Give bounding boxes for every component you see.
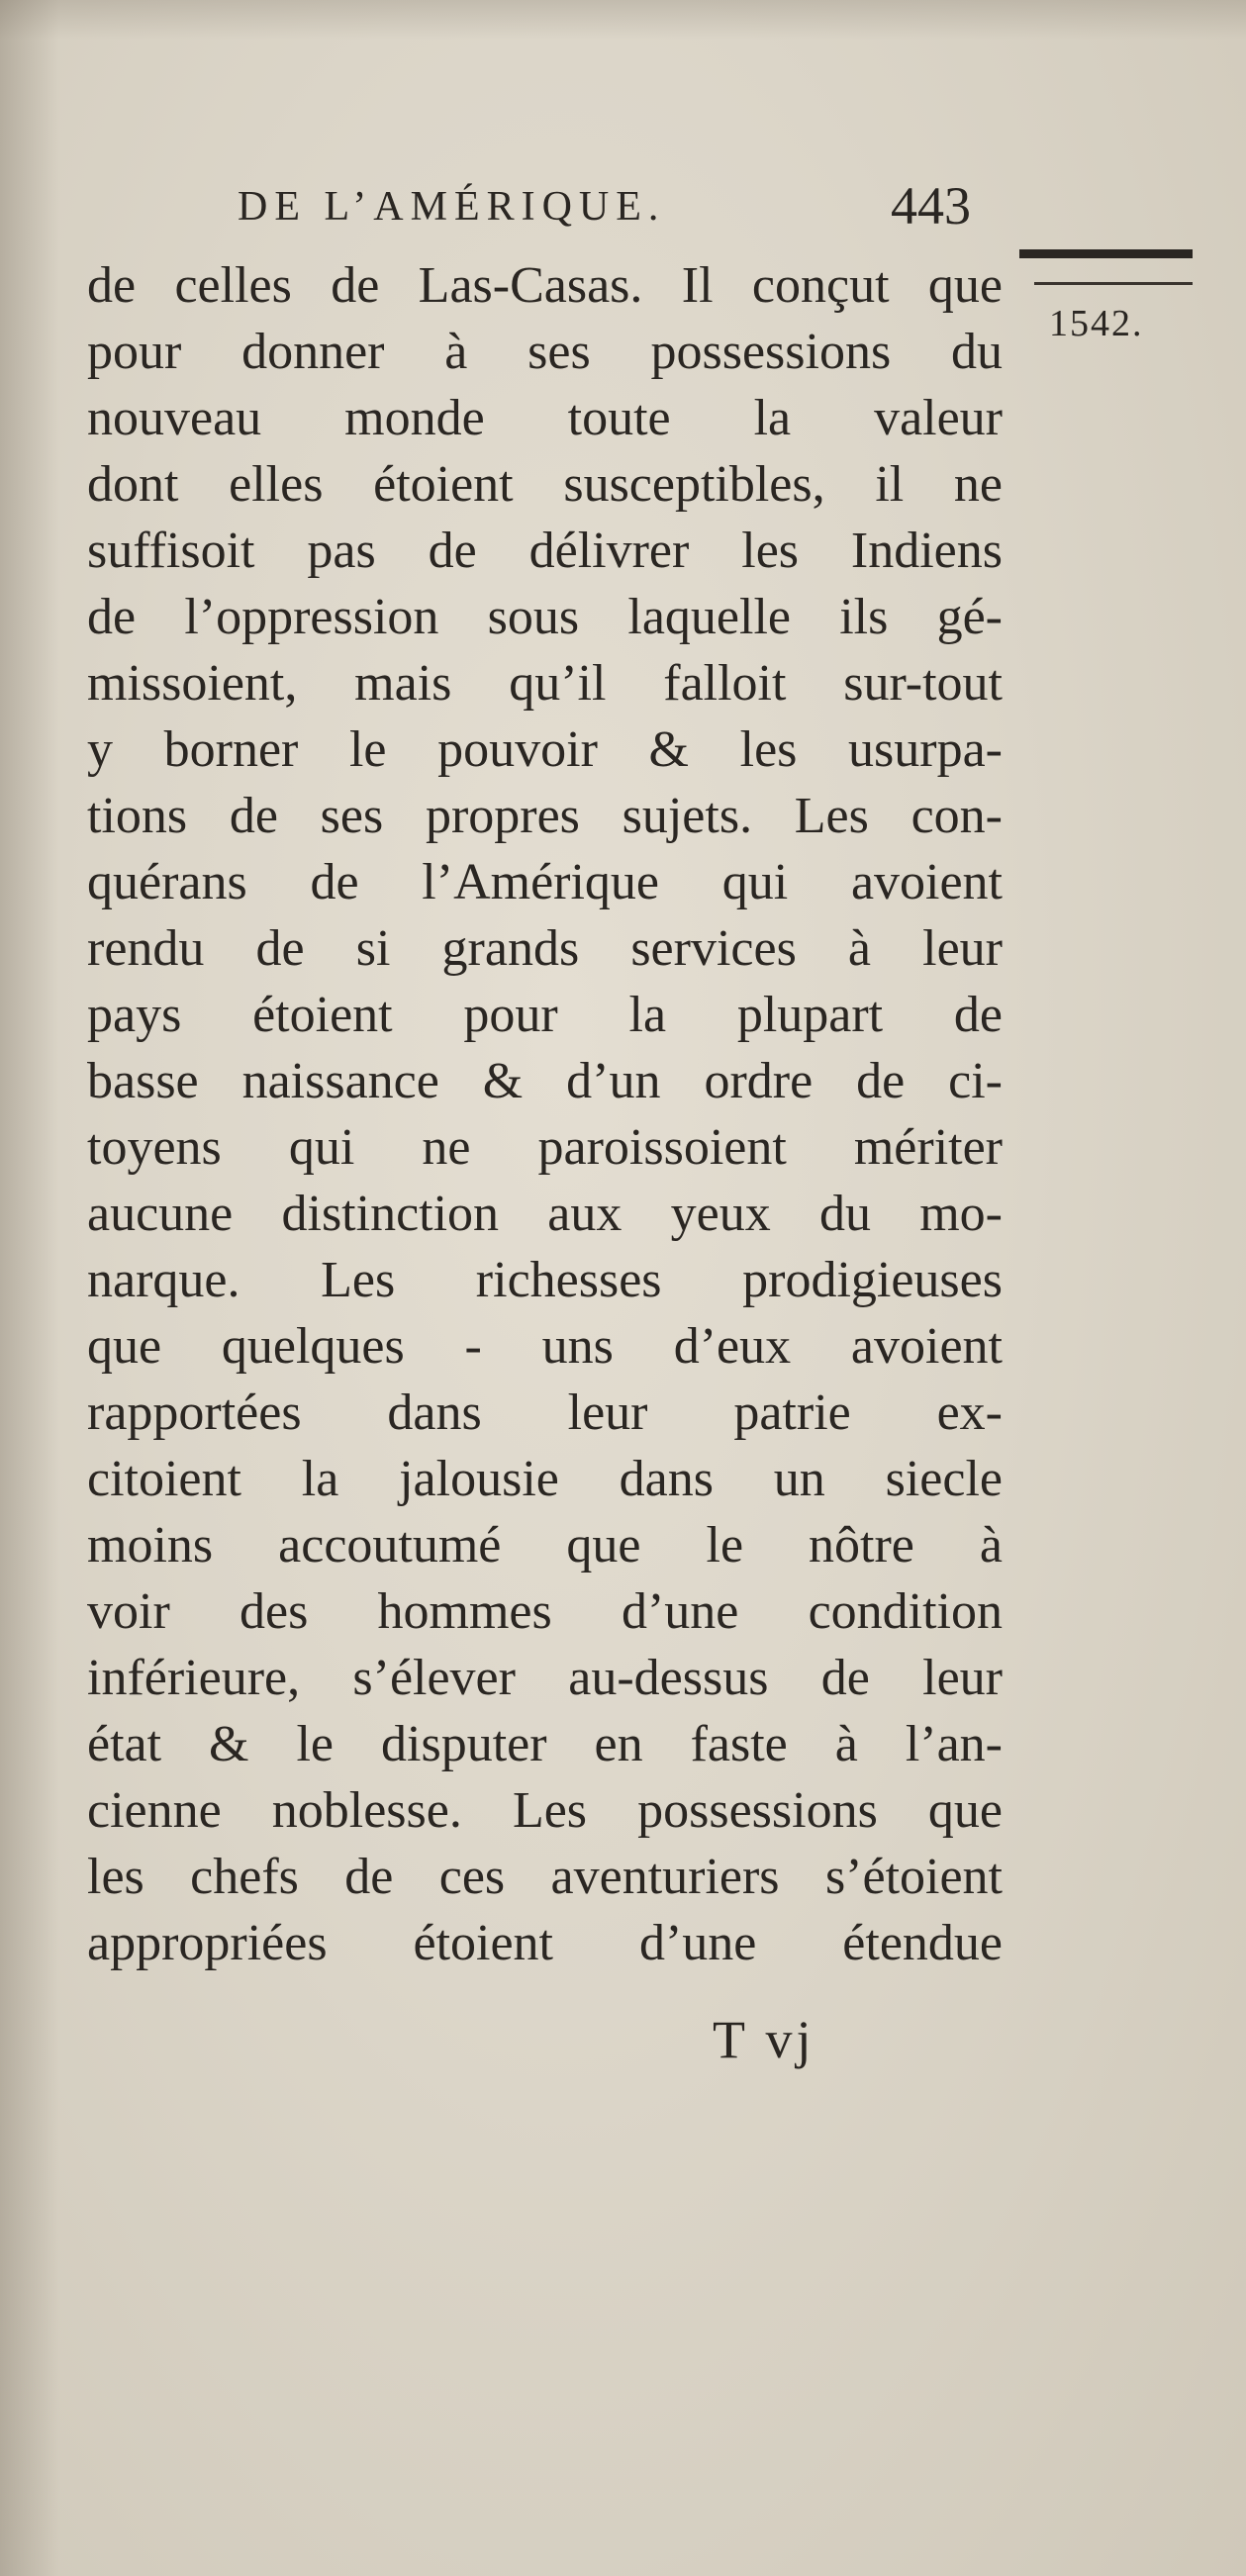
text-line: basse naissance & d’un ordre de ci- [87,1053,1003,1109]
text-line: toyens qui ne paroissoient mériter [87,1119,1003,1176]
text-line: de celles de Las-Casas. Il conçut que [87,257,1003,314]
text-line: inférieure, s’élever au-dessus de leur [87,1650,1003,1706]
margin-rule [1019,249,1193,258]
text-line: rendu de si grands services à leur [87,920,1003,977]
text-line: état & le disputer en faste à l’an- [87,1716,1003,1772]
text-line: voir des hommes d’une condition [87,1583,1003,1640]
text-line: pays étoient pour la plupart de [87,987,1003,1043]
text-line: aucune distinction aux yeux du mo- [87,1186,1003,1242]
text-line: nouveau monde toute la valeur [87,390,1003,446]
text-line: appropriées étoient d’une étendue [87,1915,1003,1971]
text-line: narque. Les richesses prodigieuses [87,1252,1003,1308]
text-line: les chefs de ces aventuriers s’étoient [87,1849,1003,1905]
text-line: moins accoutumé que le nôtre à [87,1517,1003,1574]
margin-year-note: 1542. [1049,303,1144,344]
text-line: pour donner à ses possessions du [87,324,1003,380]
text-line: de l’oppression sous laquelle ils gé- [87,589,1003,645]
text-line: cienne noblesse. Les possessions que [87,1782,1003,1839]
text-line: y borner le pouvoir & les usurpa- [87,721,1003,778]
text-line: dont elles étoient susceptibles, il ne [87,456,1003,513]
text-line: citoient la jalousie dans un siecle [87,1451,1003,1507]
text-line: suffisoit pas de délivrer les Indiens [87,523,1003,579]
text-line: quérans de l’Amérique qui avoient [87,854,1003,910]
catchword-signature: T vj [713,2010,815,2069]
text-line: missoient, mais qu’il falloit sur-tout [87,655,1003,712]
text-line: rapportées dans leur patrie ex- [87,1384,1003,1441]
text-line: tions de ses propres sujets. Les con- [87,788,1003,844]
page-number: 443 [891,176,971,236]
running-head: DE L’AMÉRIQUE. [238,184,666,230]
page-header [238,173,990,242]
margin-rule-thin [1034,282,1193,285]
text-line: que quelques - uns d’eux avoient [87,1318,1003,1375]
body-text [87,252,1003,1976]
